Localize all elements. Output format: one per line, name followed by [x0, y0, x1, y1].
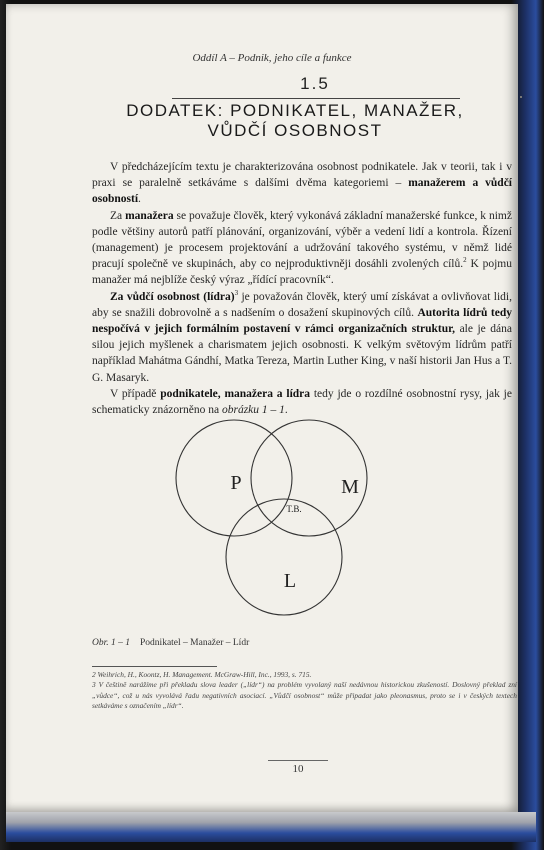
text-run: je považován člověk, který umí získávat a ovlivňovat lidi, aby se snažili dobrovolně a s nadšením o dosažení skupinových cílů.: [92, 290, 512, 319]
label-center: T.B.: [286, 504, 302, 514]
paragraph-3: [92, 289, 512, 386]
footnotes: [92, 670, 517, 712]
footnote-rule: [92, 666, 217, 667]
figure-caption: [92, 638, 249, 648]
section-title: [120, 101, 470, 141]
text-run: .: [138, 193, 141, 206]
speck-mark: [520, 96, 522, 98]
text-run: V případě: [110, 387, 161, 400]
footnote-ref[interactable]: 2: [463, 256, 467, 265]
paragraph-2: [92, 208, 512, 289]
page-number-rule: [268, 760, 328, 761]
paragraph-1: [92, 159, 512, 208]
text-run: .: [284, 404, 288, 417]
section-number: 1.5: [300, 74, 330, 93]
label-m: M: [341, 476, 359, 498]
label-l: L: [283, 570, 297, 592]
section-title-rule: [172, 98, 460, 99]
circle-lidr: [226, 499, 342, 615]
footnote-3: 3 V češtině narážíme při překladu slova leader („lídr“) na problém vyvolaný naší nedávnou historickou zkušeností. Doslovný překlad zní „vůdce“, což u nás vyvolává řadu negativních asociací. „Vůdčí osobnost“ může připadat jako pleonasmus, proto se i v českých textech setkáváme s označením „lídr“.: [92, 680, 517, 711]
page-number: 10: [292, 763, 304, 775]
text-run: K pojmu manažer má nejblíže český výraz „řídící pracovník“.: [92, 258, 512, 287]
text-run: ale je dána silou jejich myšlenek a charismatem jejich osobnosti. K velkým světovým lídrům patří například Mahátma Gándhí, Matka Tereza, Martin Luther King, v naší historii Jan Hus a T. G. Masaryk.: [92, 323, 512, 384]
caption-text: Podnikatel – Manažer – Lídr: [140, 638, 250, 648]
bold-term: manažerem a vůdčí osobností: [92, 177, 512, 206]
bold-term: podnikatele, manažera a lídra: [160, 387, 311, 400]
bold-term: Autorita lídrů tedy nespočívá v jejich formálním postavení v rámci organizačních struktur,: [92, 306, 512, 336]
caption-label: Obr. 1 – 1: [92, 638, 131, 648]
footnote-2: 2 Weihrich, H., Koontz, H. Management. McGraw-Hill, Inc., 1993, s. 715.: [92, 670, 312, 679]
label-p: P: [230, 472, 242, 494]
footnote-ref[interactable]: 3: [234, 288, 239, 297]
venn-diagram: [172, 395, 372, 635]
text-run: se považuje člověk, který vykonává základní manažerské funkce, k nimž podle většiny autorů patří plánování, organizování, výběr a vedení lidí a kontrola. Řízení (management) je procesem projektování a udržování takového systému, v němž lidé pracují společně ve skupinách, aby co nejproduktivněji dosáhli zvolených cílů.: [92, 209, 512, 271]
text-run: V předcházejícím textu je charakterizována osobnost podnikatele. Jak v teorii, tak i v praxi se paralelně setkáváme s dalšími dvěma kategoriemi –: [92, 161, 512, 190]
figure-reference[interactable]: obrázku 1 – 1: [221, 404, 285, 417]
bold-term: Za vůdčí osobnost (lídra): [110, 290, 235, 303]
running-head: Oddíl A – Podnik, jeho cíle a funkce: [192, 52, 352, 64]
body-text: [92, 159, 512, 418]
section-title-line-1: DODATEK: PODNIKATEL, MANAŽER,: [126, 101, 464, 120]
text-run: tedy jde o rozdílné osobnostní rysy, jak je schematicky znázorněno na: [92, 387, 512, 417]
text-run: Za: [110, 209, 126, 222]
bold-term: manažera: [125, 209, 174, 222]
page-bottom-edge: [6, 812, 536, 842]
section-title-line-2: VŮDČÍ OSOBNOST: [207, 121, 383, 140]
